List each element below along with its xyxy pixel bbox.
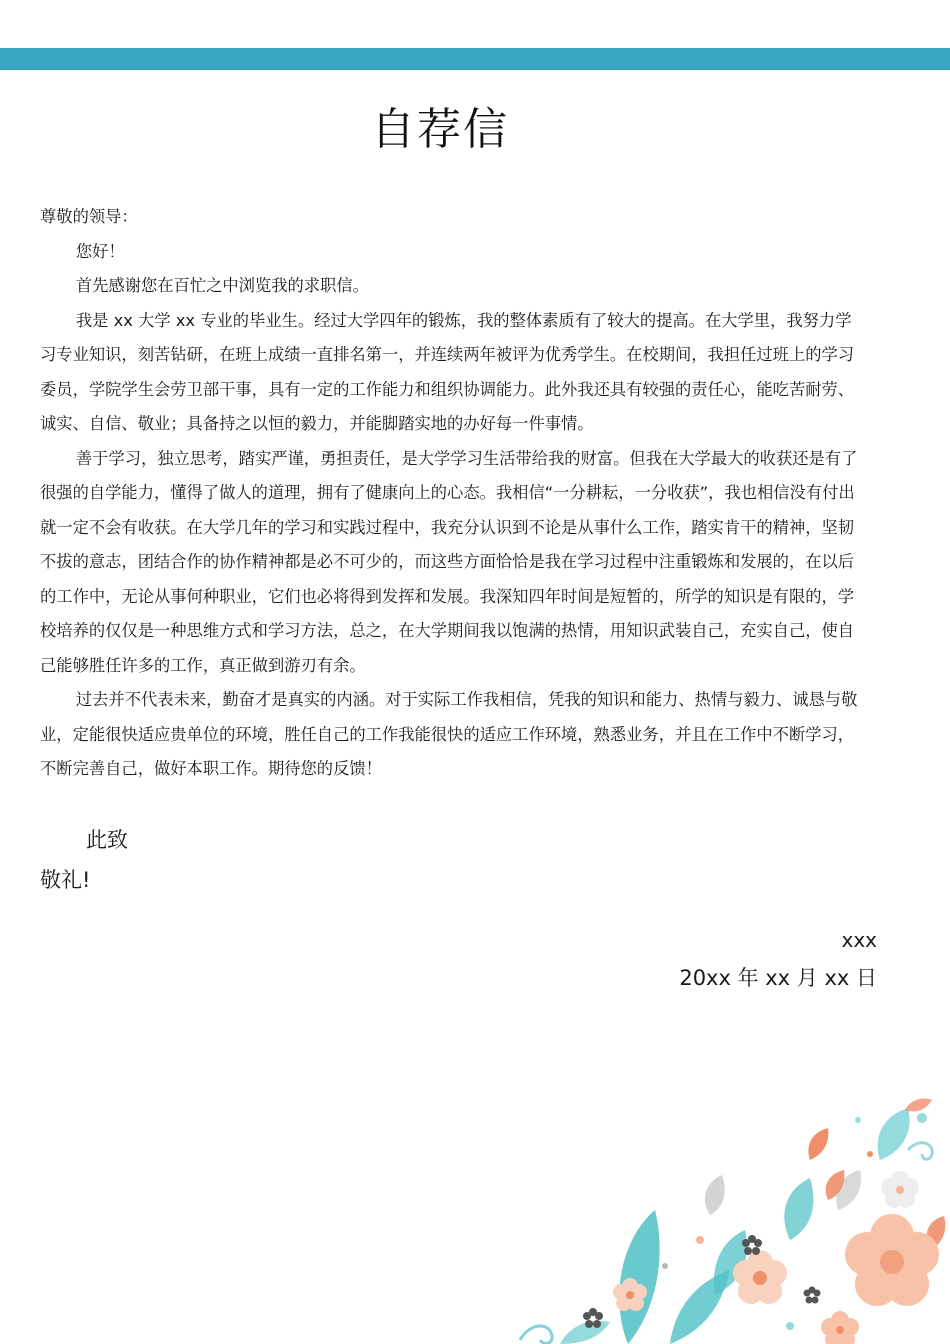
page-title: 自荐信 bbox=[371, 104, 509, 155]
qualities-paragraph: 善于学习，独立思考，踏实严谨，勇担责任，是大学学习生活带给我的财富。但我在大学最大的收获还是有了很强的自学能力，懂得了做人的道理，拥有了健康向上的心态。我相信“一分耕耘，一分收获”，我也相信没有付出就一定不会有收获。在大学几年的学习和实践过程中，我充分认识到不论是从事什么工作，踏实肯干的精神，坚韧不拔的意志，团结合作的协作精神都是必不可少的，而这些方面恰恰是我在学习过程中注重锻炼和发展的，在以后的工作中，无论从事何种职业，它们也必将得到发挥和发展。我深知四年时间是短暂的，所学的知识是有限的，学校培养的仅仅是一种思维方式和学习方法，总之，在大学期间我以饱满的热情，用知识武装自己，充实自己，使自己能够胜任许多的工作，真正做到游刃有余。 bbox=[40, 448, 858, 675]
signature-name: xxx bbox=[841, 928, 877, 952]
conclusion-paragraph: 过去并不代表未来，勤奋才是真实的内涵。对于实际工作我相信，凭我的知识和能力、热情与毅力、诚恳与敬业，定能很快适应贵单位的环境，胜任自己的工作我能很快的适应工作环境，熟悉业务，并且在工作中不断学习，不断完善自己，做好本职工作。期待您的反馈！ bbox=[40, 690, 858, 778]
signature-date: 20xx 年 xx 月 xx 日 bbox=[679, 966, 877, 990]
header-accent-bar bbox=[0, 48, 950, 70]
closing-salute: 敬礼! bbox=[40, 868, 91, 892]
closing-phrase: 此致 bbox=[86, 828, 128, 852]
background-paragraph: 我是 xx 大学 xx 专业的毕业生。经过大学四年的锻炼，我的整体素质有了较大的提高。在大学里，我努力学习专业知识，刻苦钻研，在班上成绩一直排名第一，并连续两年被评为优秀学生。在校期间，我担任过班上的学习委员，学院学生会劳卫部干事，具有一定的工作能力和组织协调能力。此外我还具有较强的责任心，能吃苦耐劳、诚实、自信、敬业；具备持之以恒的毅力，并能脚踏实地的办好每一件事情。 bbox=[40, 310, 855, 433]
salutation: 尊敬的领导： bbox=[40, 207, 138, 226]
letter-body bbox=[40, 200, 866, 787]
greeting-paragraph: 您好！ bbox=[75, 241, 125, 261]
floral-corner-icon bbox=[460, 1090, 950, 1344]
thanks-paragraph: 首先感谢您在百忙之中浏览我的求职信。 bbox=[75, 276, 369, 295]
